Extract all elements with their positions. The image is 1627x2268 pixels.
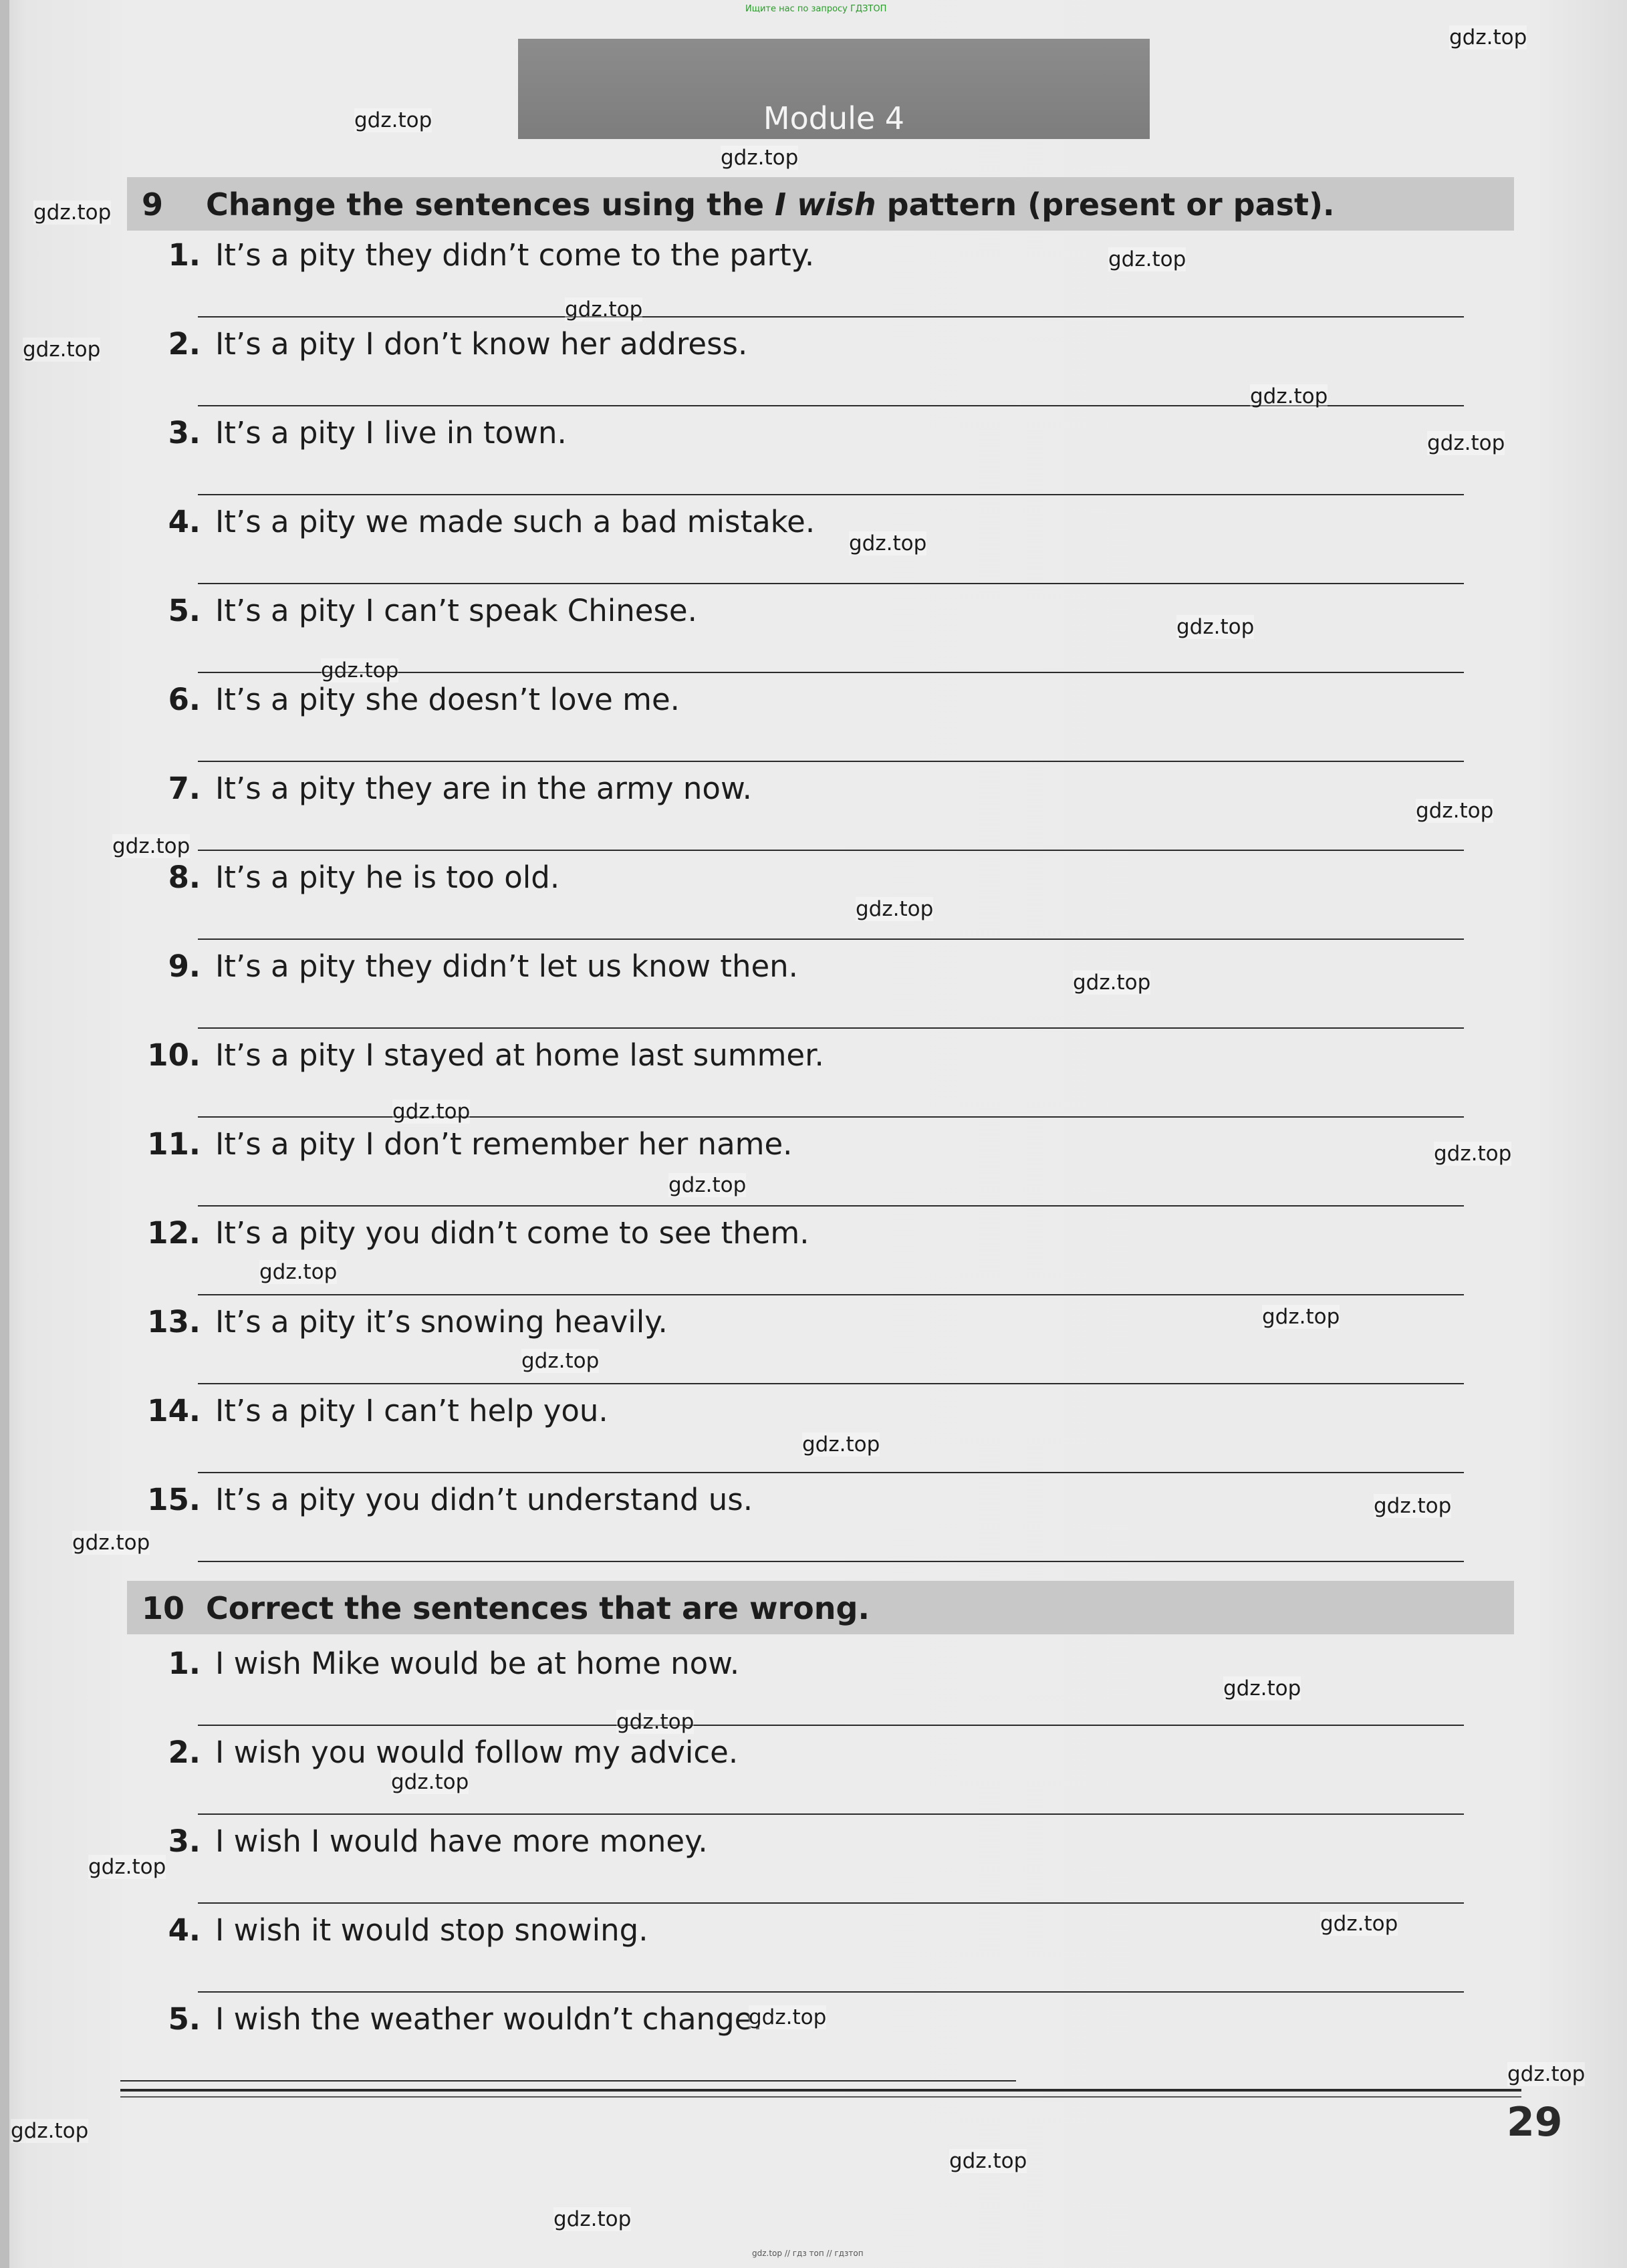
item-sentence: It’s a pity I can’t speak Chinese. bbox=[215, 593, 697, 628]
item-sentence: It’s a pity it’s snowing heavily. bbox=[215, 1304, 668, 1340]
item-number: 1. bbox=[168, 237, 201, 273]
watermark: gdz.top bbox=[1374, 1494, 1452, 1518]
exercise-9-item bbox=[140, 682, 680, 717]
item-sentence: I wish it would stop snowing. bbox=[215, 1912, 648, 1948]
item-number: 11. bbox=[147, 1126, 201, 1162]
answer-line[interactable] bbox=[198, 1725, 1464, 1726]
exercise-9-number: 9 bbox=[142, 186, 164, 223]
watermark: gdz.top bbox=[23, 338, 101, 362]
watermark: gdz.top bbox=[949, 2149, 1027, 2173]
item-number: 12. bbox=[147, 1215, 201, 1251]
module-title: Module 4 bbox=[763, 100, 905, 136]
item-number: 4. bbox=[168, 1912, 201, 1948]
item-number: 1. bbox=[168, 1646, 201, 1681]
watermark: gdz.top bbox=[521, 1349, 600, 1373]
exercise-9-item bbox=[140, 1393, 608, 1428]
bottom-note: gdz.top // гдз топ // гдзтоп bbox=[752, 2249, 864, 2258]
item-sentence: It’s a pity we made such a bad mistake. bbox=[215, 504, 816, 539]
exercise-10-title: Correct the sentences that are wrong. bbox=[206, 1590, 870, 1626]
watermark: gdz.top bbox=[1427, 431, 1505, 455]
watermark: gdz.top bbox=[33, 201, 112, 225]
exercise-9-item bbox=[140, 1482, 753, 1517]
item-sentence: It’s a pity she doesn’t love me. bbox=[215, 682, 680, 717]
item-number: 10. bbox=[147, 1037, 201, 1073]
item-number: 5. bbox=[168, 593, 201, 628]
exercise-9-item bbox=[140, 949, 798, 984]
exercise-10-item bbox=[140, 2001, 763, 2037]
exercise-9-item bbox=[140, 1037, 824, 1073]
item-number: 14. bbox=[147, 1393, 201, 1428]
page-number: 29 bbox=[1507, 2099, 1563, 2146]
item-number: 3. bbox=[168, 1823, 201, 1859]
answer-line[interactable] bbox=[198, 1813, 1464, 1815]
exercise-9-item bbox=[140, 415, 567, 451]
item-sentence: I wish I would have more money. bbox=[215, 1823, 708, 1859]
item-sentence: It’s a pity I can’t help you. bbox=[215, 1393, 608, 1428]
exercise-9-item bbox=[140, 1215, 809, 1251]
item-sentence: It’s a pity they didn’t let us know then. bbox=[215, 949, 798, 984]
watermark: gdz.top bbox=[721, 146, 799, 170]
watermark: gdz.top bbox=[849, 531, 927, 555]
item-number: 13. bbox=[147, 1304, 201, 1340]
exercise-9-item bbox=[140, 237, 814, 273]
item-number: 2. bbox=[168, 326, 201, 362]
answer-line[interactable] bbox=[198, 1561, 1464, 1562]
answer-line[interactable] bbox=[198, 494, 1464, 495]
footer-rule bbox=[120, 2089, 1521, 2092]
watermark: gdz.top bbox=[72, 1531, 150, 1555]
watermark: gdz.top bbox=[354, 108, 432, 132]
exercise-9-title: Change the sentences using the I wish pattern (present or past). bbox=[206, 186, 1335, 223]
watermark: gdz.top bbox=[112, 834, 191, 858]
exercise-10-number: 10 bbox=[142, 1590, 185, 1626]
exercise-9-item bbox=[140, 771, 752, 806]
item-number: 6. bbox=[168, 682, 201, 717]
item-sentence: It’s a pity he is too old. bbox=[215, 860, 560, 895]
watermark: gdz.top bbox=[1250, 384, 1328, 408]
watermark: gdz.top bbox=[88, 1855, 166, 1879]
watermark: gdz.top bbox=[1108, 247, 1186, 271]
exercise-9-header bbox=[127, 177, 1514, 231]
watermark: gdz.top bbox=[1223, 1676, 1301, 1700]
watermark: gdz.top bbox=[856, 897, 934, 921]
answer-line[interactable] bbox=[120, 2080, 1016, 2082]
answer-line[interactable] bbox=[198, 1383, 1464, 1384]
item-sentence: It’s a pity you didn’t understand us. bbox=[215, 1482, 753, 1517]
watermark: gdz.top bbox=[553, 2207, 632, 2231]
watermark: gdz.top bbox=[1416, 799, 1494, 823]
answer-line[interactable] bbox=[198, 1027, 1464, 1029]
watermark: gdz.top bbox=[259, 1260, 338, 1284]
top-note: Ищите нас по запросу ГДЗТОП bbox=[745, 4, 887, 14]
item-sentence: I wish the weather wouldn’t change. bbox=[215, 2001, 763, 2037]
answer-line[interactable] bbox=[198, 761, 1464, 762]
exercise-9-item bbox=[140, 860, 559, 895]
answer-line[interactable] bbox=[198, 1294, 1464, 1295]
exercise-10-item bbox=[140, 1823, 708, 1859]
answer-line[interactable] bbox=[198, 1116, 1464, 1118]
footer-rule-thin bbox=[120, 2096, 1521, 2098]
item-sentence: It’s a pity I don’t know her address. bbox=[215, 326, 748, 362]
watermark: gdz.top bbox=[1507, 2062, 1586, 2086]
watermark: gdz.top bbox=[391, 1770, 469, 1794]
exercise-9-item bbox=[140, 504, 815, 539]
exercise-10-header bbox=[127, 1581, 1514, 1634]
item-number: 15. bbox=[147, 1482, 201, 1517]
answer-line[interactable] bbox=[198, 1472, 1464, 1473]
item-number: 8. bbox=[168, 860, 201, 895]
watermark: gdz.top bbox=[1320, 1912, 1398, 1936]
item-sentence: It’s a pity they didn’t come to the party. bbox=[215, 237, 815, 273]
answer-line[interactable] bbox=[198, 938, 1464, 940]
item-number: 2. bbox=[168, 1735, 201, 1770]
watermark: gdz.top bbox=[749, 2005, 827, 2029]
exercise-10-item bbox=[140, 1735, 738, 1770]
watermark: gdz.top bbox=[1073, 971, 1151, 995]
watermark: gdz.top bbox=[1449, 25, 1527, 49]
item-sentence: I wish Mike would be at home now. bbox=[215, 1646, 740, 1681]
item-sentence: It’s a pity they are in the army now. bbox=[215, 771, 752, 806]
watermark: gdz.top bbox=[565, 297, 643, 322]
watermark: gdz.top bbox=[1176, 615, 1255, 639]
watermark: gdz.top bbox=[392, 1100, 471, 1124]
item-sentence: It’s a pity I stayed at home last summer. bbox=[215, 1037, 824, 1073]
answer-line[interactable] bbox=[198, 1205, 1464, 1207]
watermark: gdz.top bbox=[1262, 1305, 1340, 1329]
exercise-9-item bbox=[140, 1304, 668, 1340]
item-number: 5. bbox=[168, 2001, 201, 2037]
exercise-9-item bbox=[140, 1126, 792, 1162]
watermark: gdz.top bbox=[616, 1710, 695, 1734]
item-number: 7. bbox=[168, 771, 201, 806]
exercise-10-item bbox=[140, 1912, 648, 1948]
answer-line[interactable] bbox=[198, 316, 1464, 318]
exercise-9-item bbox=[140, 326, 747, 362]
item-number: 4. bbox=[168, 504, 201, 539]
item-sentence: It’s a pity I don’t remember her name. bbox=[215, 1126, 793, 1162]
watermark: gdz.top bbox=[1434, 1142, 1512, 1166]
answer-line[interactable] bbox=[198, 1991, 1464, 1993]
item-sentence: I wish you would follow my advice. bbox=[215, 1735, 739, 1770]
answer-line[interactable] bbox=[198, 583, 1464, 584]
answer-line[interactable] bbox=[198, 1902, 1464, 1904]
item-number: 3. bbox=[168, 415, 201, 451]
item-sentence: It’s a pity you didn’t come to see them. bbox=[215, 1215, 809, 1251]
answer-line[interactable] bbox=[198, 850, 1464, 851]
item-sentence: It’s a pity I live in town. bbox=[215, 415, 567, 451]
exercise-9-item bbox=[140, 593, 697, 628]
watermark: gdz.top bbox=[321, 658, 399, 682]
item-number: 9. bbox=[168, 949, 201, 984]
module-banner bbox=[518, 39, 1150, 139]
page-binding-edge bbox=[0, 0, 9, 2268]
watermark: gdz.top bbox=[668, 1173, 747, 1197]
watermark: gdz.top bbox=[11, 2119, 89, 2143]
watermark: gdz.top bbox=[802, 1432, 880, 1457]
exercise-10-item bbox=[140, 1646, 739, 1681]
